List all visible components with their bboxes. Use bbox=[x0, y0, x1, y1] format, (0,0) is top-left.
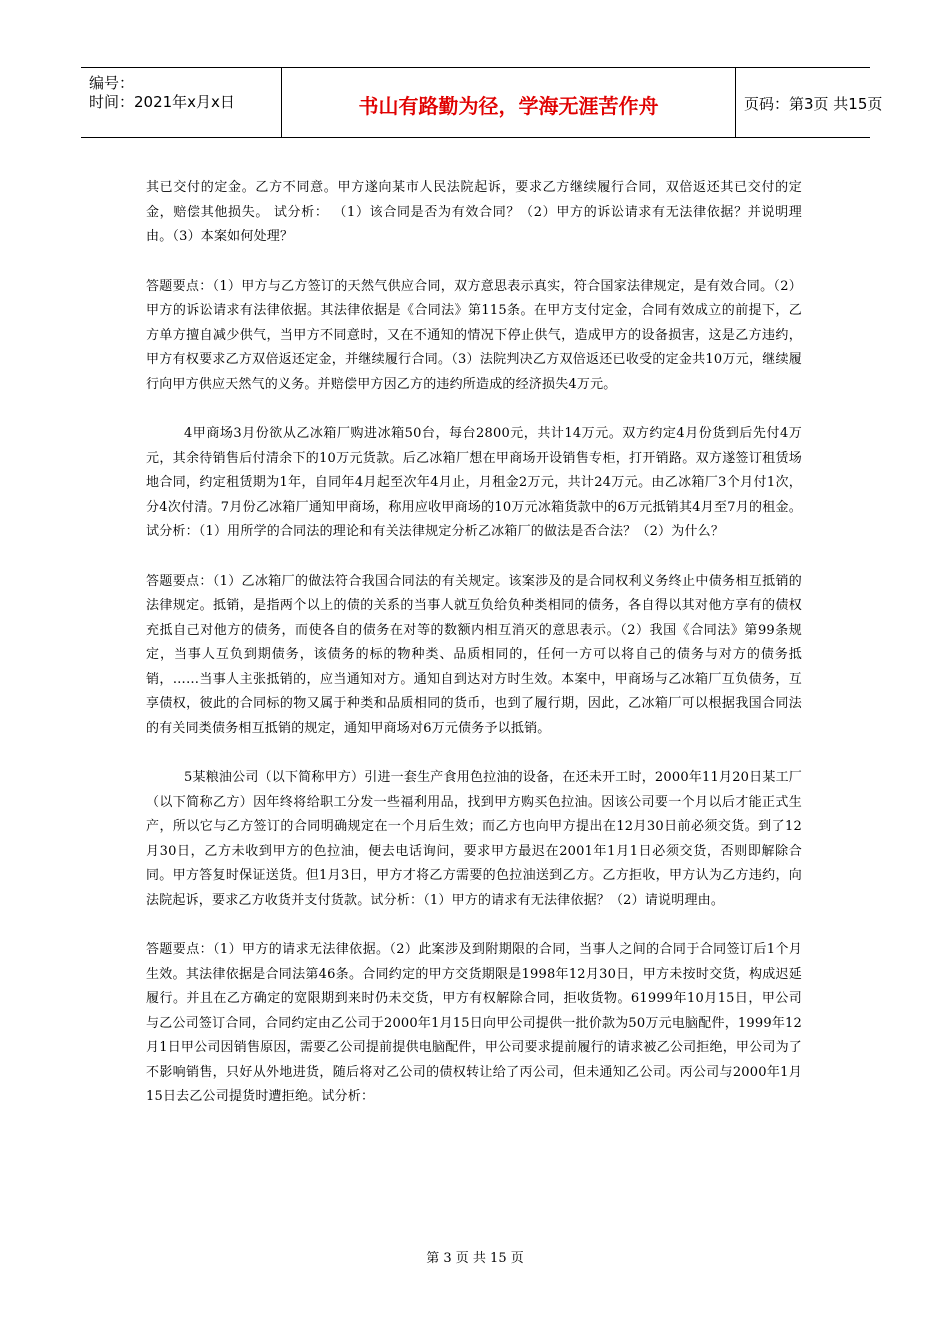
header-motto: 书山有路勤为径，学海无涯苦作舟 bbox=[358, 94, 659, 118]
header-page-code: 页码：第3页 共15页 bbox=[744, 95, 883, 113]
page-header bbox=[81, 67, 883, 138]
header-page-cell bbox=[736, 68, 883, 137]
paragraph-answer-points: 答题要点：（1）甲方与乙方签订的天然气供应合同，双方意思表示真实，符合国家法律规定，是有效合同。（2）甲方的诉讼请求有法律依据。其法律依据是《合同法》第115条。在甲方支付定金，合同有效成立的前提下，乙方单方擅自减少供气，当甲方不同意时，又在不通知的情况下停止供气，造成甲方的设备损害，这是乙方违约， 甲方有权要求乙方双倍返还定金，并继续履行合同。（3）法院判决乙方双倍返还已收受的定金共10万元，继续履行向甲方供应天然气的义务。并赔偿甲方因乙方的违约所造成的经济损失4万元。 bbox=[146, 278, 802, 392]
paragraph-case-question: 其已交付的定金。乙方不同意。甲方遂向某市人民法院起诉，要求乙方继续履行合同，双倍返还其已交付的定金，赔偿其他损失。 试分析： （1）该合同是否为有效合同？（2）甲方的诉讼请求有无法律依据？并说明理由。（3）本案如何处理？ bbox=[146, 180, 802, 244]
document-date: 时间：2021年x月x日 bbox=[89, 93, 235, 111]
document-body bbox=[146, 176, 802, 1135]
document-number-label: 编号： bbox=[89, 74, 135, 92]
paragraph-case-5: 5某粮油公司（以下简称甲方）引进一套生产食用色拉油的设备，在还未开工时，2000年11月20日某工厂（以下简称乙方）因年终将给职工分发一些福利用品，找到甲方购买色拉油。因该公司要一个月以后才能正式生产，所以它与乙方签订的合同明确规定在一个月后生效；而乙方也向甲方提出在12月30日前必须交货。到了12月30日，乙方未收到甲方的色拉油，便去电话询问，要求甲方最迟在2001年1月1日必须交货，否则即解除合同。甲方答复时保证送货。但1月3日，甲方才将乙方需要的色拉油送到乙方。乙方拒收，甲方认为乙方违约，向法院起诉，要求乙方收货并支付货款。试分析：（1）甲方的请求有无法律依据？（2）请说明理由。 bbox=[146, 770, 802, 908]
header-info-cell bbox=[81, 68, 281, 137]
paragraph-case-4: 4甲商场3月份欲从乙冰箱厂购进冰箱50台，每台2800元，共计14万元。双方约定4月份货到后先付4万元，其余待销售后付清余下的10万元货款。后乙冰箱厂想在甲商场开设销售专柜，打开销路。双方遂签订租赁场地合同，约定租赁期为1年，自同年4月起至次年4月止，月租金2万元，共计24万元。由乙冰箱厂3个月付1次，分4次付清。7月份乙冰箱厂通知甲商场，称用应收甲商场的10万元冰箱货款中的6万元抵销其4月至7月的租金。试分析：（1）用所学的合同法的理论和有关法律规定分析乙冰箱厂的做法是否合法？（2）为什么？ bbox=[146, 426, 802, 539]
page-footer: 第 3 页 共 15 页 bbox=[426, 1251, 524, 1266]
paragraph-answer-points: 答题要点：（1）乙冰箱厂的做法符合我国合同法的有关规定。该案涉及的是合同权利义务终止中债务相互抵销的法律规定。抵销，是指两个以上的债的关系的当事人就互负给负种类相同的债务，各自得以其对他方享有的债权充抵自己对他方的债务，而使各自的债务在对等的数额内相互消灭的意思表示。（2）我国《合同法》第99条规定，当事人互负到期债务，该债务的标的物种类、品质相同的，任何一方可以将自己的债务与对方的债务抵销，……当事人主张抵销的，应当通知对方。通知自到达对方时生效。本案中，甲商场与乙冰箱厂互负债务，互享债权，彼此的合同标的物又属于种类和品质相同的货币，也到了履行期，因此，乙冰箱厂可以根据我国合同法的有关同类债务相互抵销的规定，通知甲商场对6万元债务予以抵销。 bbox=[146, 573, 802, 736]
header-motto-cell bbox=[281, 68, 736, 137]
paragraph-answer-points: 答题要点：（1）甲方的请求无法律依据。（2）此案涉及到附期限的合同，当事人之间的合同于合同签订后1个月生效。其法律依据是合同法第46条。合同约定的甲方交货期限是1998年12月30日，甲方未按时交货，构成迟延履行。并且在乙方确定的宽限期到来时仍未交货，甲方有权解除合同，拒收货物。61999年10月15日，甲公司与乙公司签订合同，合同约定由乙公司于2000年1月15日向甲公司提供一批价款为50万元电脑配件，1999年12月1日甲公司因销售原因，需要乙公司提前提供电脑配件，甲公司要求提前履行的请求被乙公司拒绝，甲公司为了不影响销售，只好从外地进货，随后将对乙公司的债权转让给了丙公司，但未通知乙公司。丙公司与2000年1月15日去乙公司提货时遭拒绝。试分析： bbox=[146, 942, 802, 1104]
